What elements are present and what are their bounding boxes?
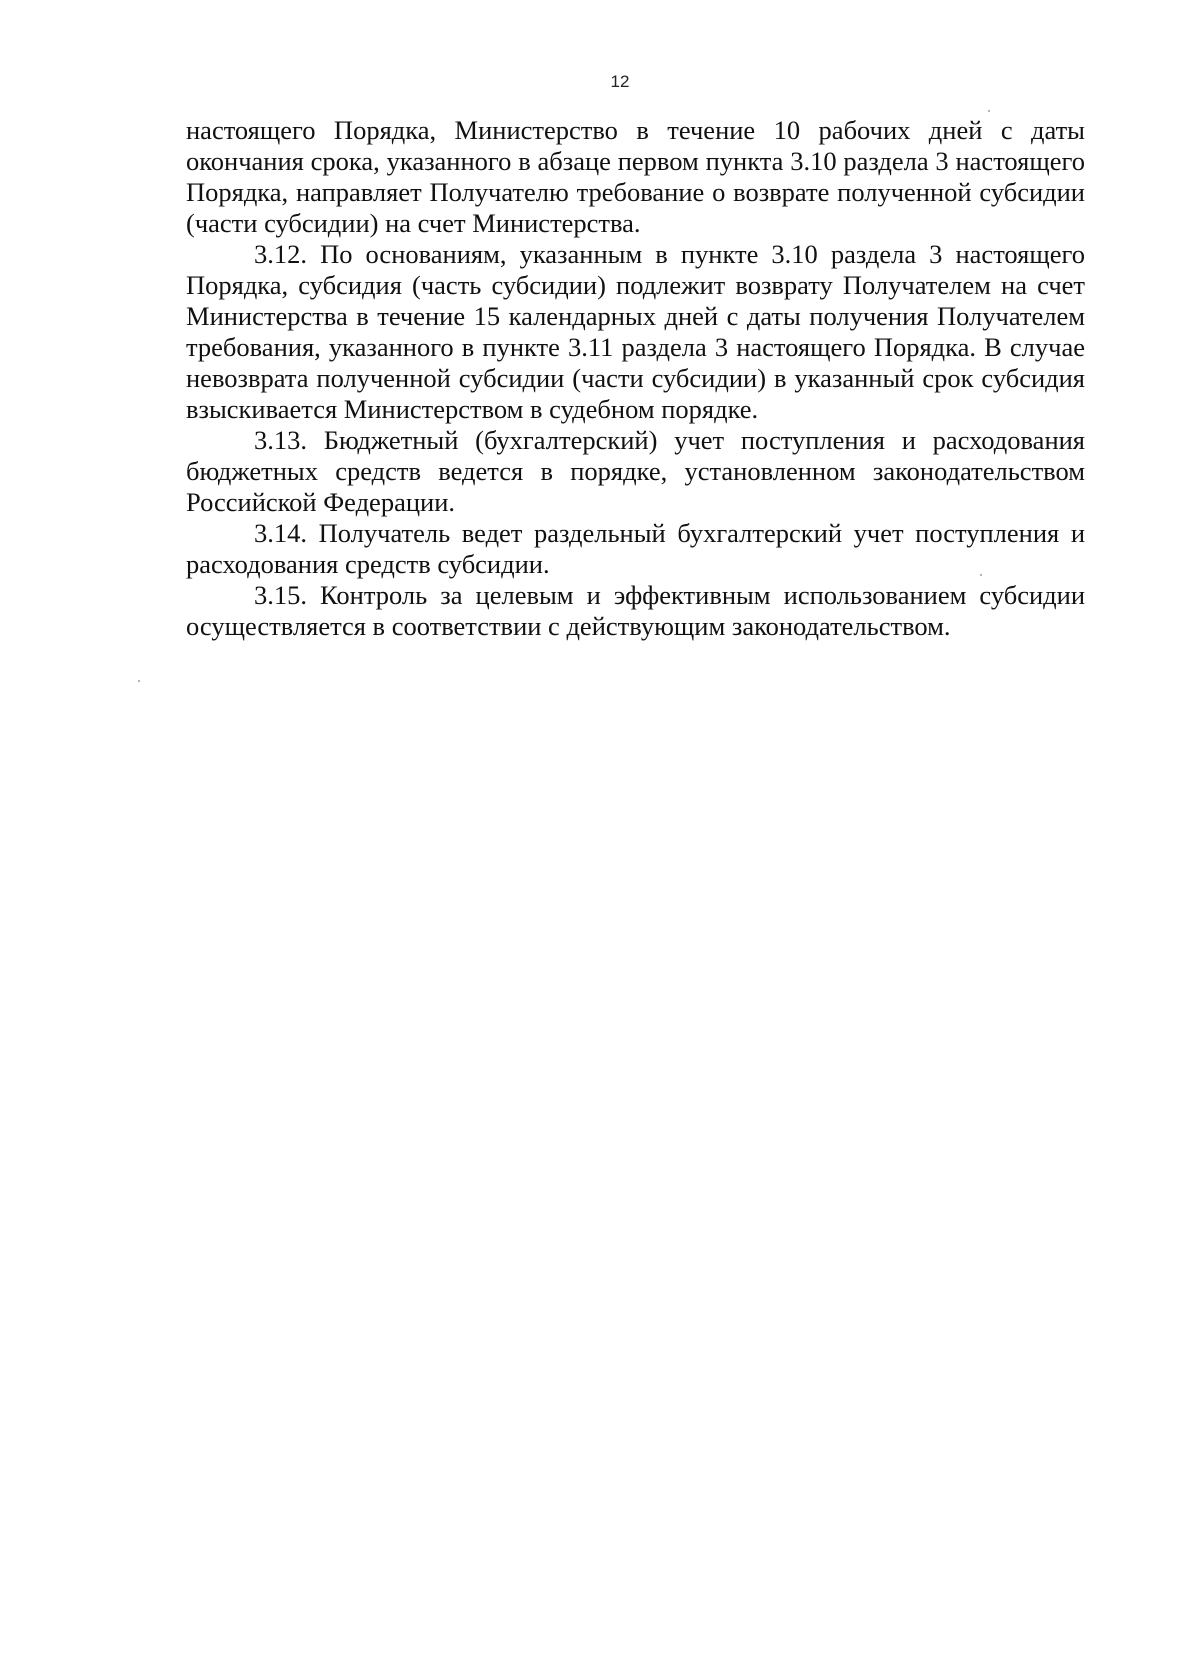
paragraph-3-15: 3.15. Контроль за целевым и эффективным использованием субсидии осуществляется в соответствии с действующим законодательством. [186, 580, 1085, 641]
page-number: 12 [610, 72, 630, 91]
scan-speck [988, 110, 990, 112]
paragraph-3-13: 3.13. Бюджетный (бухгалтерский) учет поступления и расходования бюджетных средств ведется в порядке, установленном законодательством Российской Федерации. [186, 425, 1085, 517]
scan-speck [980, 574, 982, 576]
document-body [186, 115, 1085, 642]
paragraph-continuation: настоящего Порядка, Министерство в течение 10 рабочих дней с даты окончания срока, указанного в абзаце первом пункта 3.10 раздела 3 настоящего Порядка, направляет Получателю требование о возврате полученной субсидии (части субсидии) на счет Министерства. [186, 115, 1085, 238]
paragraph-3-12: 3.12. По основаниям, указанным в пункте 3.10 раздела 3 настоящего Порядка, субсидия (часть субсидии) подлежит возврату Получателем на счет Министерства в течение 15 календарных дней с даты получения Получателем требования, указанного в пункте 3.11 раздела 3 настоящего Порядка. В случае невозврата полученной субсидии (части субсидии) в указанный срок субсидия взыскивается Министерством в судебном порядке. [186, 239, 1085, 424]
scan-speck [138, 680, 140, 682]
paragraph-3-14: 3.14. Получатель ведет раздельный бухгалтерский учет поступления и расходования средств субсидии. [186, 518, 1085, 579]
